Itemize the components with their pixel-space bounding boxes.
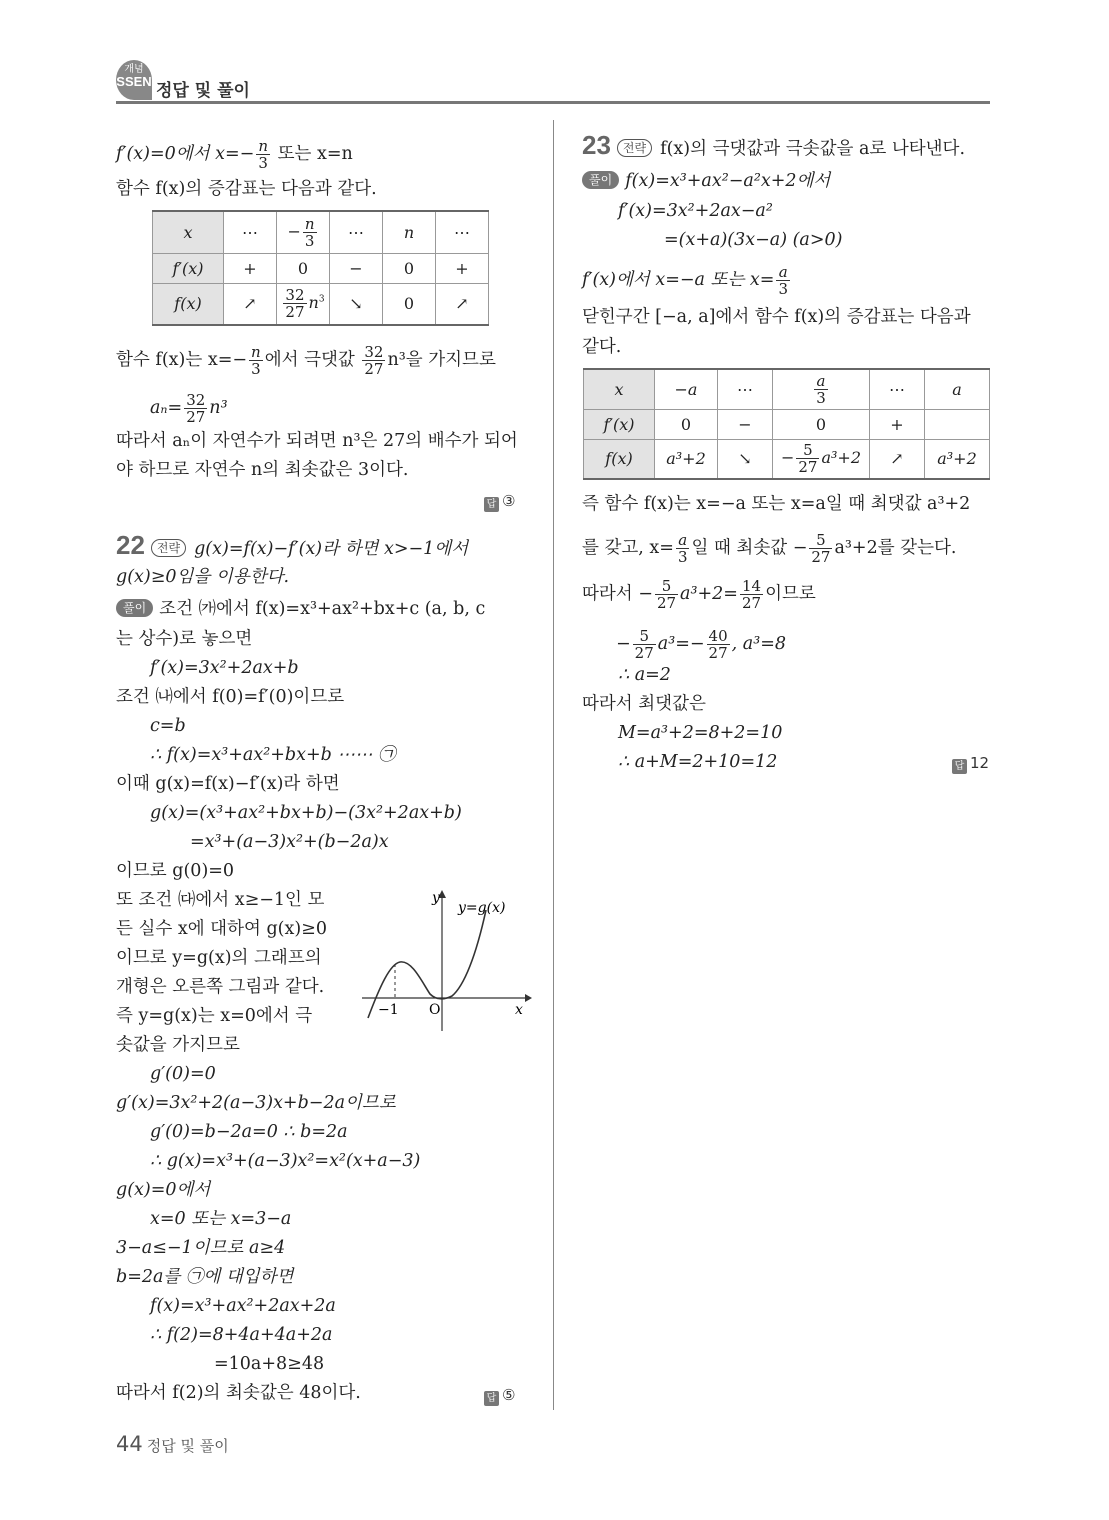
solution-23-line-3: =(x+a)(3x−a) (a>0) — [664, 230, 843, 250]
solution-22-line-11: 든 실수 x에 대하여 g(x)≥0 — [116, 919, 327, 939]
solution-22-line-27: 따라서 f(2)의 최솟값은 48이다. — [116, 1383, 361, 1403]
logo-bottom-text: SSEN — [116, 74, 152, 89]
origin-label: O — [429, 1002, 441, 1018]
cubic-graph — [360, 886, 535, 1036]
increase-decrease-table-2: x −a ⋯ $\frac{a}{3}$ ⋯ a f′(x) 0 − 0 + f(x) a³+2 ↘ − $\frac{5}{27}$ a³+2 ↗ a³+2 — [583, 368, 990, 480]
tick-minus-1: −1 — [378, 1002, 399, 1018]
solution-22-line-23: b=2a를 ㉠에 대입하면 — [116, 1267, 294, 1287]
solution-22-line-24: f(x)=x³+ax²+2ax+2a — [150, 1296, 336, 1316]
solution-23-line-6: 같다. — [582, 337, 622, 357]
solution-23-line-2: f′(x)=3x²+2ax−a² — [618, 201, 773, 221]
answer-21: 답 ③ — [484, 490, 515, 512]
increase-decrease-table-1: x ⋯ − $\frac{n}{3}$ ⋯ n ⋯ f′(x) + 0 − 0 + f(x) ↗ $\frac{32}{27}$ $n^3$ ↘ 0 ↗ — [152, 210, 489, 326]
solution-22-line-1: 는 상수)로 놓으면 — [116, 629, 253, 649]
page-footer — [116, 1432, 229, 1456]
solution-22-line-19: ∴ g(x)=x³+(a−3)x²=x²(x+a−3) — [150, 1151, 421, 1171]
solution-22-line-0: 풀이 조건 ㈎에서 f(x)=x³+ax²+bx+c (a, b, c — [116, 598, 485, 620]
page-number: 44 — [116, 1432, 143, 1456]
solution-22-line-5: ∴ f(x)=x³+ax²+bx+b ⋯⋯ ㉠ — [150, 745, 396, 765]
footer-label: 정답 및 풀이 — [146, 1437, 229, 1455]
solution-22-line-2: f′(x)=3x²+2ax+b — [150, 658, 299, 678]
solution-22-line-21: x=0 또는 x=3−a — [150, 1209, 292, 1229]
header-title: 정답 및 풀이 — [156, 81, 250, 101]
solution-23-line-4: f′(x)에서 x=−a 또는 x= $\frac{a}{3}$ — [582, 263, 788, 298]
solution-22-line-6: 이때 g(x)=f(x)−f′(x)라 하면 — [116, 774, 340, 794]
x-axis-arrow — [525, 994, 532, 1002]
answer-23: 답 12 — [952, 752, 989, 774]
solution-22-line-10: 또 조건 ㈐에서 x≥−1인 모 — [116, 890, 325, 910]
solution-23-line-1: 풀이 f(x)=x³+ax²−a²x+2에서 — [582, 170, 830, 192]
solution-22-line-22: 3−a≤−1이므로 a≥4 — [116, 1238, 286, 1258]
column-divider — [553, 120, 554, 1410]
curve-label: y=g(x) — [458, 900, 506, 916]
problem-22-strategy: 22 전략 g(x)=f(x)−f′(x)라 하면 x>−1에서 — [116, 530, 469, 560]
solution-22-line-15: 솟값을 가지므로 — [116, 1035, 240, 1055]
solution-22-line-18: g′(0)=b−2a=0 ∴ b=2a — [150, 1122, 348, 1142]
solution-22-line-4: c=b — [150, 716, 186, 736]
solution-23-line-14: ∴ a+M=2+10=12 — [618, 752, 778, 772]
solution-22-line-13: 개형은 오른쪽 그림과 같다. — [116, 977, 325, 997]
y-axis-label: y — [432, 890, 440, 906]
answer-22: 답 ⑤ — [484, 1384, 515, 1406]
solution-22-line-16: g′(0)=0 — [150, 1064, 216, 1084]
solution-22-line-12: 이므로 y=g(x)의 그래프의 — [116, 948, 322, 968]
solution-23-line-13: M=a³+2=8+2=10 — [618, 723, 783, 743]
solution-22-line-20: g(x)=0에서 — [116, 1180, 211, 1200]
logo-top-text: 개념 — [124, 64, 144, 75]
left-line-5: 따라서 aₙ이 자연수가 되려면 n³은 27의 배수가 되어 — [116, 431, 518, 451]
solution-22-line-9: 이므로 g(0)=0 — [116, 861, 235, 881]
solution-23-line-12: 따라서 최댓값은 — [582, 694, 706, 714]
left-line-4: aₙ= $\frac{32}{27}$ n³ — [150, 391, 228, 426]
solution-23-line-11: ∴ a=2 — [618, 665, 671, 685]
solution-22-line-25: ∴ f(2)=8+4a+4a+2a — [150, 1325, 333, 1345]
brand-logo — [116, 60, 152, 100]
solution-23-line-9: 따라서 − $\frac{5}{27}$ a³+2= $\frac{14}{27}$ 이므로 — [582, 577, 816, 612]
x-axis-label: x — [515, 1002, 523, 1018]
left-line-3: 함수 f(x)는 x=− $\frac{n}{3}$ 에서 극댓값 $\frac{32}{27}$ n³을 가지므로 — [116, 343, 496, 378]
solution-22-line-3: 조건 ㈏에서 f(0)=f′(0)이므로 — [116, 687, 345, 707]
solution-22-line-8: =x³+(a−3)x²+(b−2a)x — [190, 832, 389, 852]
solution-23-line-8: 를 갖고, x= $\frac{a}{3}$ 일 때 최솟값 − $\frac{5}{27}$ a³+2를 갖는다. — [582, 531, 957, 566]
problem-22-strategy-2: g(x)≥0임을 이용한다. — [116, 567, 290, 587]
left-line-6: 야 하므로 자연수 n의 최솟값은 3이다. — [116, 460, 409, 480]
header-divider — [116, 101, 990, 104]
solution-23-line-7: 즉 함수 f(x)는 x=−a 또는 x=a일 때 최댓값 a³+2 — [582, 494, 971, 514]
solution-22-line-17: g′(x)=3x²+2(a−3)x+b−2a이므로 — [116, 1093, 396, 1113]
solution-22-line-7: g(x)=(x³+ax²+bx+b)−(3x²+2ax+b) — [150, 803, 462, 823]
solution-23-line-5: 닫힌구간 [−a, a]에서 함수 f(x)의 증감표는 다음과 — [582, 307, 971, 327]
solution-23-line-10: − $\frac{5}{27}$ a³=− $\frac{40}{27}$ , a³=8 — [616, 627, 787, 662]
left-line-2: 함수 f(x)의 증감표는 다음과 같다. — [116, 179, 377, 199]
problem-23-strategy: 23 전략 f(x)의 극댓값과 극솟값을 a로 나타낸다. — [582, 130, 966, 160]
left-line-1: f′(x)=0에서 x=− $\frac{n}{3}$ 또는 x=n — [116, 137, 353, 172]
solution-22-line-14: 즉 y=g(x)는 x=0에서 극 — [116, 1006, 313, 1026]
solution-22-line-26: =10a+8≥48 — [214, 1354, 325, 1374]
